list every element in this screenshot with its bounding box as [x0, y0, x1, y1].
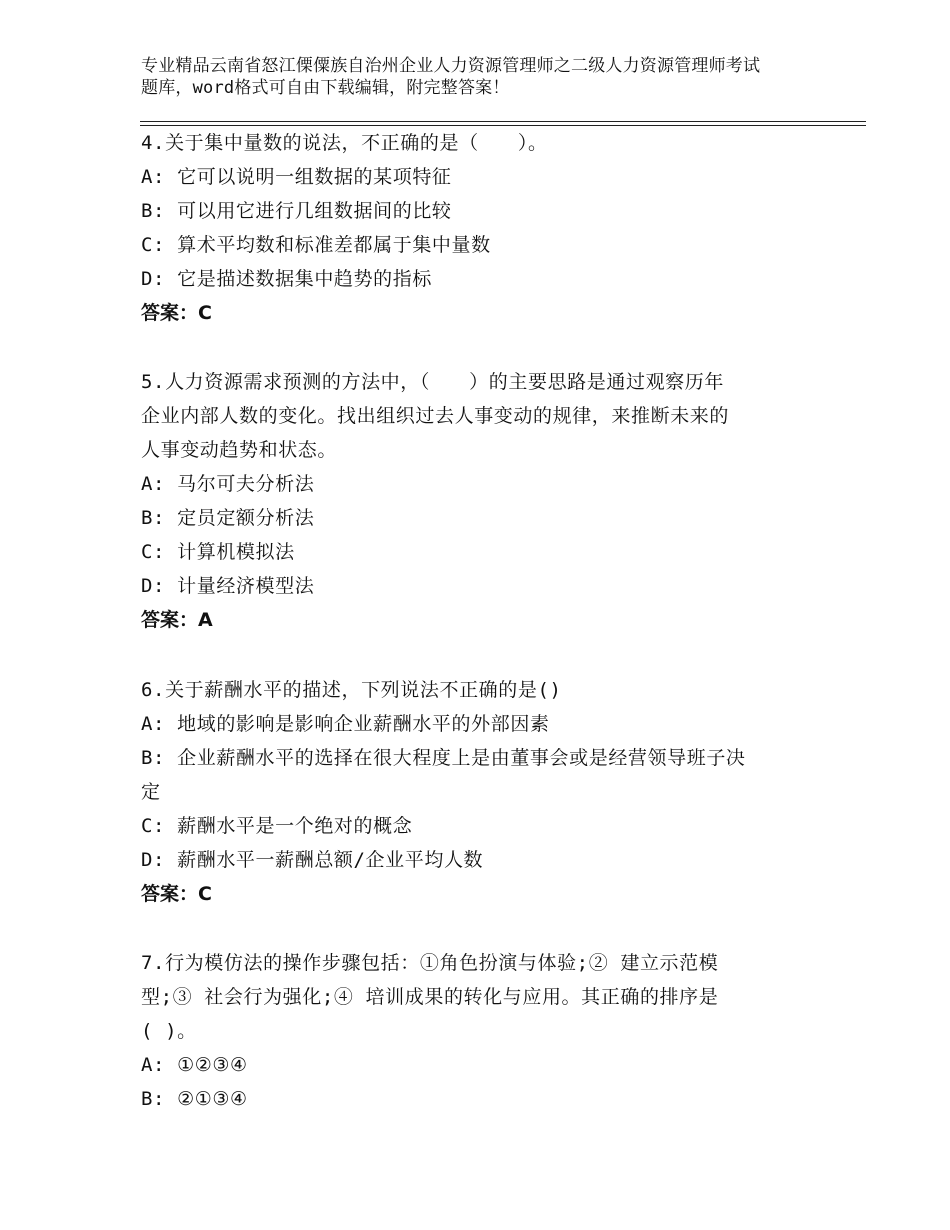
option-a: A: 它可以说明一组数据的某项特征	[141, 166, 452, 188]
question-4	[141, 126, 821, 330]
question-stem: 7.行为模仿法的操作步骤包括：①角色扮演与体验;② 建立示范模	[141, 952, 719, 974]
option-d: D: 薪酬水平一薪酬总额/企业平均人数	[141, 849, 484, 871]
option-b: B: ②①③④	[141, 1088, 248, 1110]
option-a: A: 地域的影响是影响企业薪酬水平的外部因素	[141, 713, 550, 735]
header-divider-top	[140, 121, 866, 122]
answer: 答案：C	[141, 302, 212, 324]
header-line-2: 题库，word格式可自由下载编辑，附完整答案！	[141, 78, 510, 98]
question-stem: 型;③ 社会行为强化;④ 培训成果的转化与应用。其正确的排序是	[141, 986, 719, 1008]
option-c: C: 算术平均数和标准差都属于集中量数	[141, 234, 491, 256]
question-6	[141, 673, 821, 911]
question-stem: 4.关于集中量数的说法，不正确的是（ ）。	[141, 132, 548, 154]
question-stem: 6.关于薪酬水平的描述，下列说法不正确的是()	[141, 679, 562, 701]
question-stem: 5.人力资源需求预测的方法中，（ ）的主要思路是通过观察历年	[141, 371, 724, 393]
question-7	[141, 946, 821, 1116]
option-d: D: 它是描述数据集中趋势的指标	[141, 268, 432, 290]
option-a: A: 马尔可夫分析法	[141, 473, 315, 495]
option-b: B: 可以用它进行几组数据间的比较	[141, 200, 452, 222]
answer: 答案：A	[141, 609, 213, 631]
option-d: D: 计量经济模型法	[141, 575, 315, 597]
option-b-continued: 定	[141, 781, 161, 803]
option-c: C: 计算机模拟法	[141, 541, 295, 563]
question-5	[141, 365, 821, 637]
question-stem: 人事变动趋势和状态。	[141, 439, 338, 461]
answer: 答案：C	[141, 883, 212, 905]
header-line-1: 专业精品云南省怒江傈僳族自治州企业人力资源管理师之二级人力资源管理师考试	[141, 56, 761, 76]
question-stem: 企业内部人数的变化。找出组织过去人事变动的规律，来推断未来的	[141, 405, 730, 427]
document-header	[141, 55, 831, 99]
option-b: B: 定员定额分析法	[141, 507, 315, 529]
option-b: B: 企业薪酬水平的选择在很大程度上是由董事会或是经营领导班子决	[141, 747, 746, 769]
option-c: C: 薪酬水平是一个绝对的概念	[141, 815, 413, 837]
question-stem: ( )。	[141, 1020, 197, 1042]
option-a: A: ①②③④	[141, 1054, 248, 1076]
